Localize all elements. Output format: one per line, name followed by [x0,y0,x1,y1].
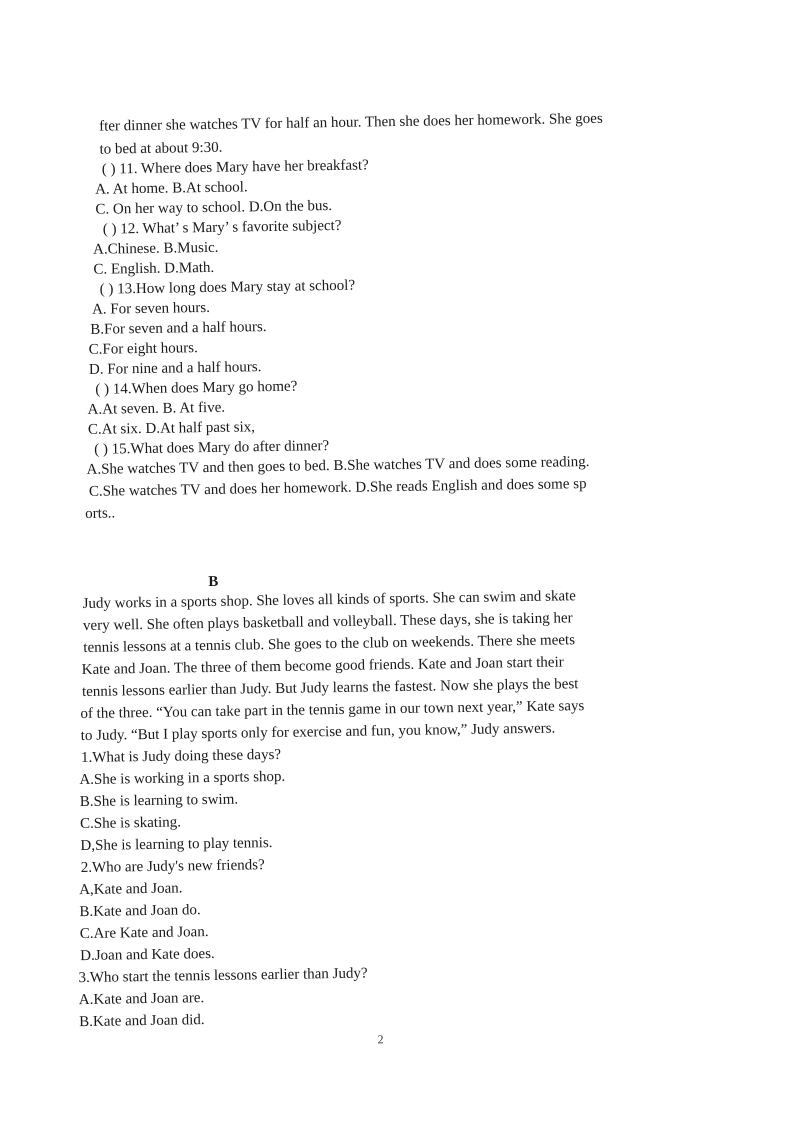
question-b1-option-b: B.She is learning to swim. [79,791,239,811]
question-text: 13.How long does Mary stay at school? [117,277,356,298]
question-b2: 2.Who are Judy's new friends? [80,857,265,877]
question-b2-option-b: B.Kate and Joan do. [79,902,201,921]
question-text: 11. Where does Mary have her breakfast? [119,157,369,178]
question-15-options-2: C.She watches TV and does her homework. D.She reads English and does some sp [88,476,587,500]
passage-b-line-4: Kate and Joan. The three of them become good friends. Kate and Joan start their [81,654,564,679]
passage-b-line-2: very well. She often plays basketball and volleyball. These days, she is taking her [82,610,573,634]
question-text: 15.What does Mary do after dinner? [111,438,330,458]
question-b3-option-b: B.Kate and Joan did. [79,1012,205,1031]
passage-a-line-2: to bed at about 9:30. [99,139,223,158]
question-12 [103,217,342,239]
question-b1-option-a: A.She is working in a sports shop. [79,768,286,789]
answer-bracket[interactable]: ( ) [101,161,116,178]
question-13-option-b: B.For seven and a half hours. [90,319,267,338]
question-15-options-1: A.She watches TV and then goes to bed. B.She watches TV and does some reading. [86,454,590,478]
page-number: 2 [377,1032,384,1047]
passage-b-line-3: tennis lessons at a tennis club. She goes to the club on weekends. There she meets [83,632,576,656]
answer-bracket[interactable]: ( ) [95,381,110,398]
question-b2-option-d: D.Joan and Kate does. [80,945,215,965]
passage-b-line-5: tennis lessons earlier than Judy. But Judy learns the fastest. Now she plays the best [81,676,579,701]
question-b1-option-d: D,She is learning to play tennis. [80,835,273,855]
question-b2-option-c: C.Are Kate and Joan. [79,924,209,943]
question-13-option-c: C.For eight hours. [88,340,198,358]
section-b-heading: B [208,573,219,591]
passage-b-line-6: of the three. “You can take part in the tennis game in our town next year,” Kate says [80,698,585,723]
question-15-options-3: orts.. [85,505,116,522]
passage-b-line-1: Judy works in a sports shop. She loves all kinds of sports. She can swim and skate [82,588,577,612]
question-text: 12. What’ s Mary’ s favorite subject? [120,217,342,238]
question-text: 14.When does Mary go home? [112,378,298,398]
question-11-options-2: C. On her way to school. D.On the bus. [95,198,333,218]
question-13-option-a: A. For seven hours. [91,299,211,318]
question-14-options-1: A.At seven. B. At five. [87,399,226,418]
question-14-options-2: C.At six. D.At half past six, [87,419,256,438]
question-b2-option-a: A,Kate and Joan. [79,880,183,899]
answer-bracket[interactable]: ( ) [102,221,117,238]
question-11 [102,156,369,178]
passage-b-line-7: to Judy. “But I play sports only for exercise and fun, you know,” Judy answers. [80,720,556,745]
question-12-options-2: C. English. D.Math. [93,259,215,278]
question-13-option-d: D. For nine and a half hours. [88,359,262,378]
question-11-options-1: A. At home. B.At school. [95,179,248,198]
answer-bracket[interactable]: ( ) [94,441,109,458]
passage-a-line-1: fter dinner she watches TV for half an hour. Then she does her homework. She goes [99,110,603,135]
question-14 [95,378,297,399]
question-12-options-1: A.Chinese. B.Music. [92,239,219,258]
question-15 [94,437,329,459]
question-13 [100,277,356,299]
answer-bracket[interactable]: ( ) [99,281,114,298]
question-b3: 3.Who start the tennis lessons earlier than Judy? [78,965,368,987]
question-b3-option-a: A.Kate and Joan are. [78,990,205,1009]
question-b1-option-c: C.She is skating. [79,814,182,833]
question-b1: 1.What is Judy doing these days? [80,746,282,767]
